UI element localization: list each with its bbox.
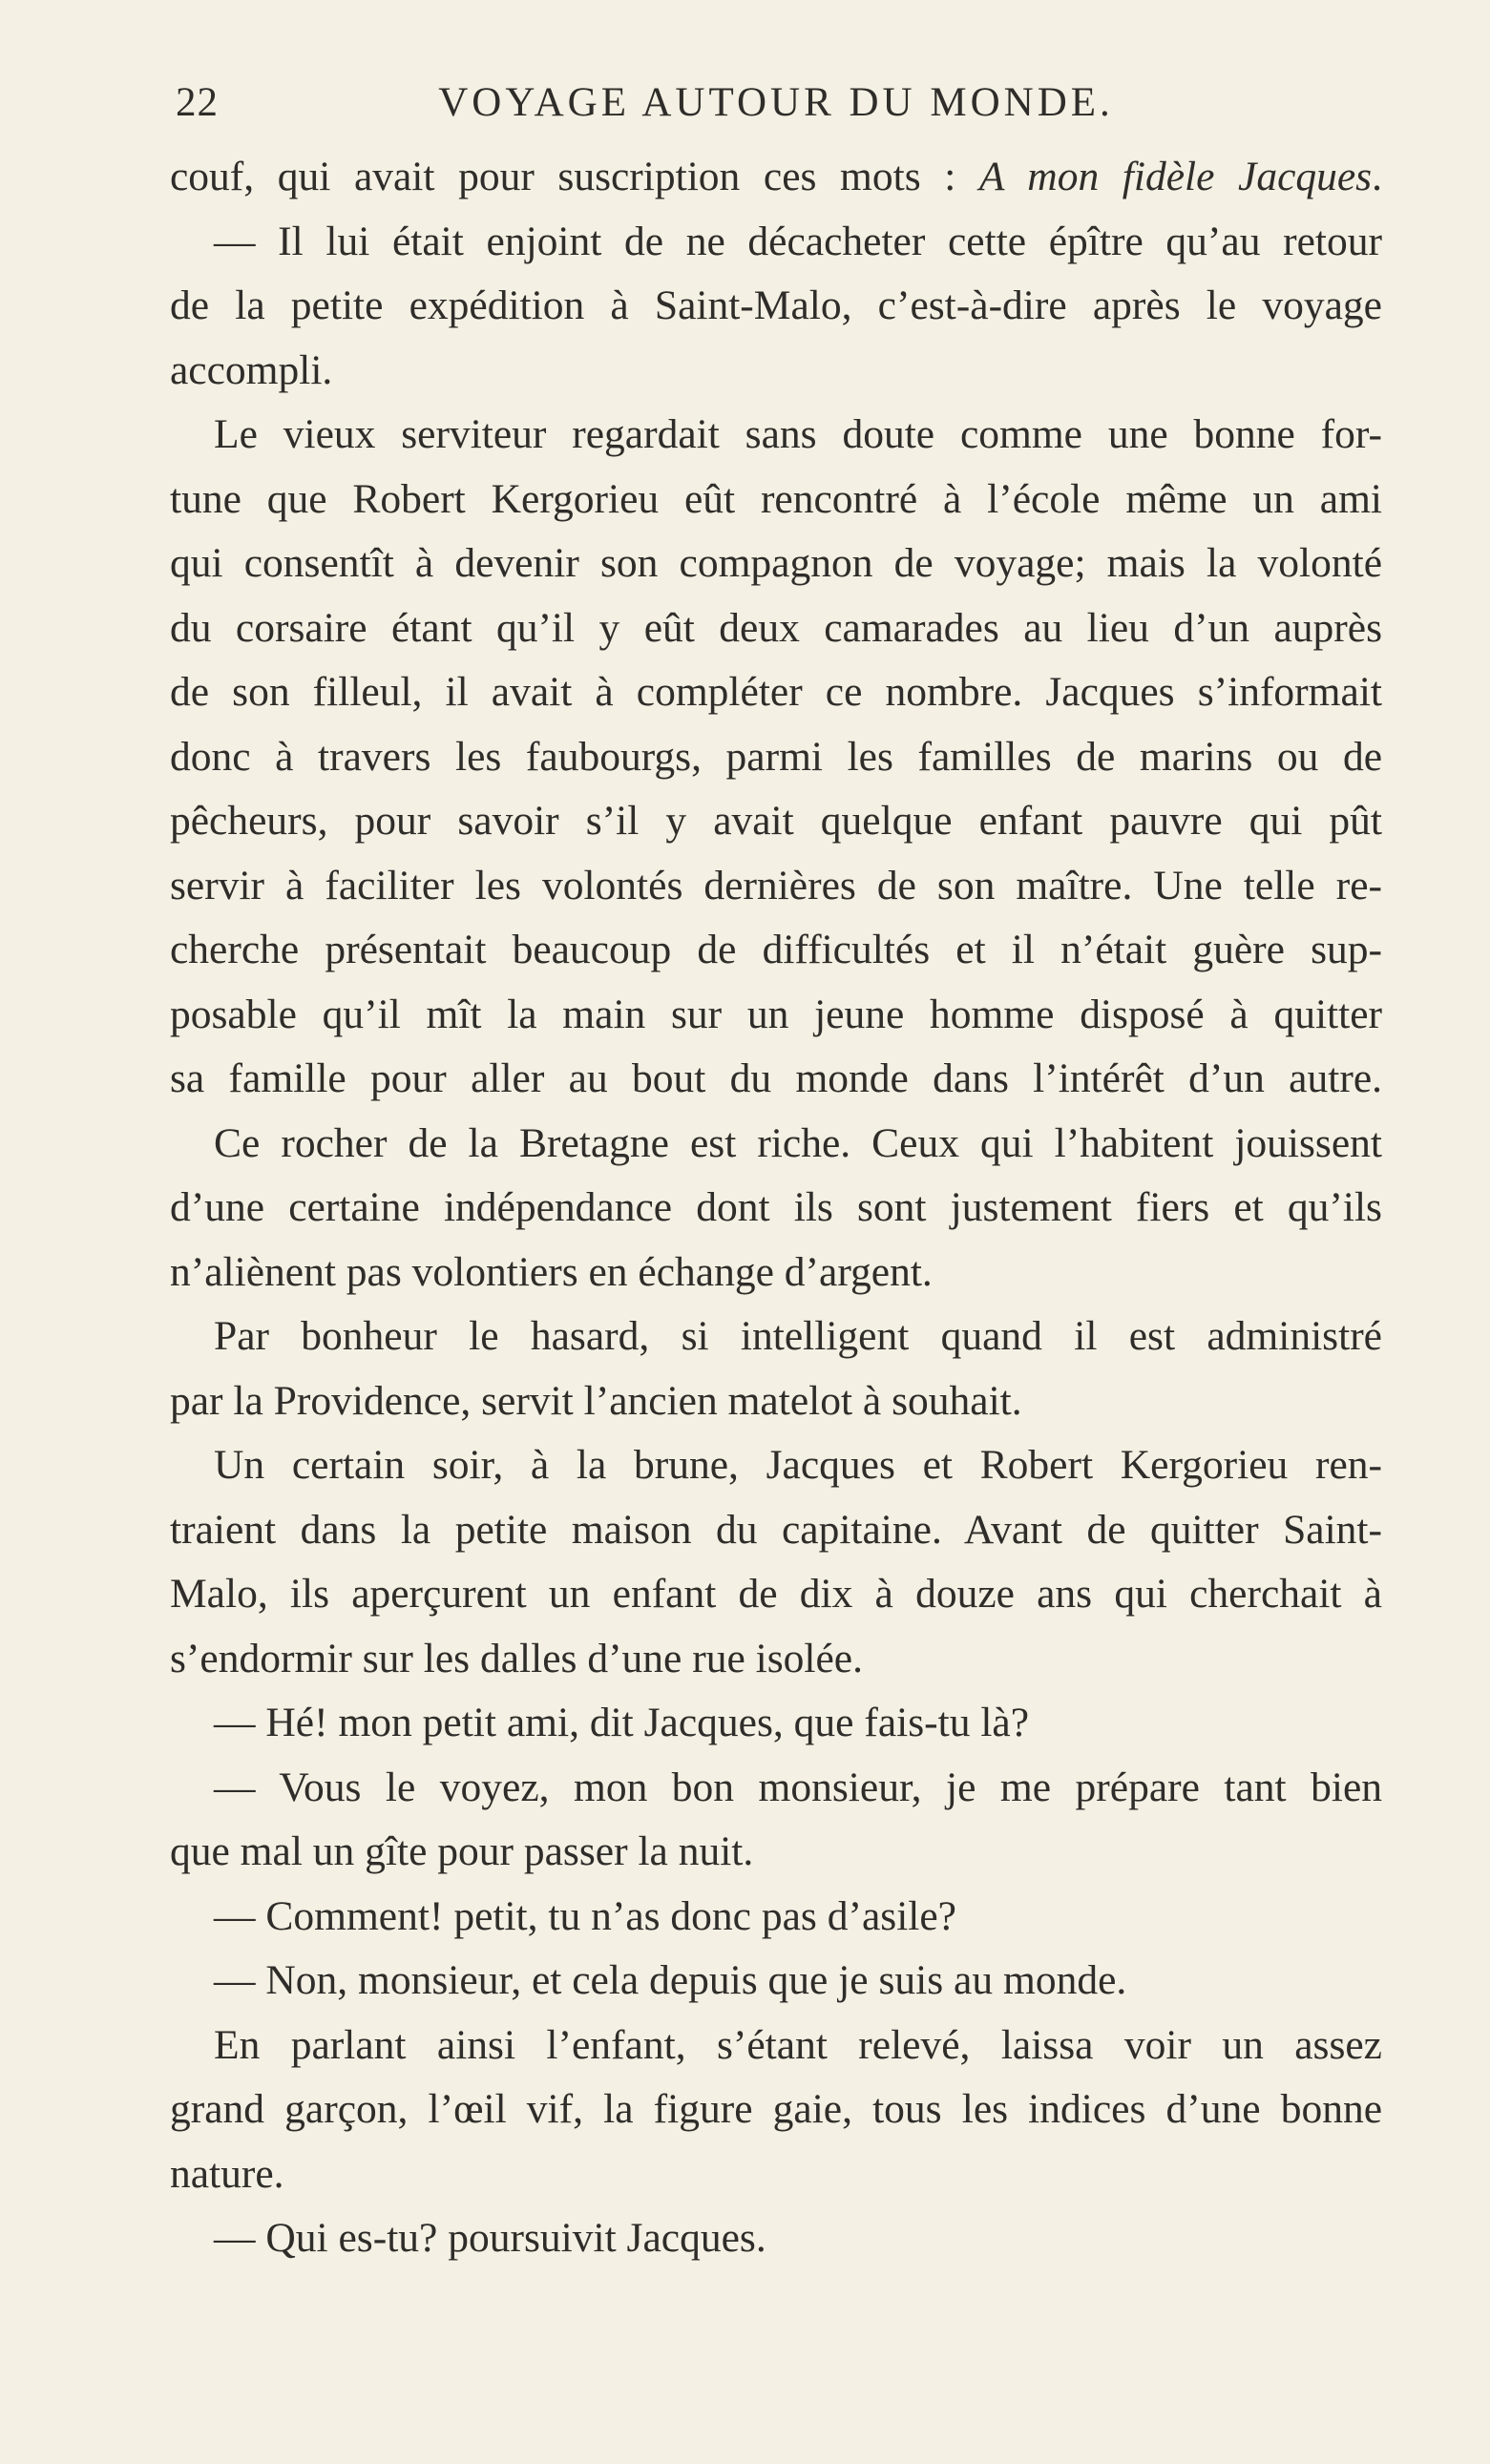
text-line: — Non, monsieur, et cela depuis que je suis au monde. <box>214 1957 1127 2003</box>
text-line: grand garçon, l’œil vif, la figure gaie, tous les indices d’une bonne <box>170 2086 1382 2132</box>
body-text <box>170 145 1382 2271</box>
text-line: par la Providence, servit l’ancien matelot à souhait. <box>170 1377 1022 1424</box>
text-line: — Il lui était enjoint de ne décacheter cette épître qu’au retour <box>214 218 1382 264</box>
text-line: traient dans la petite maison du capitaine. Avant de quitter Saint- <box>170 1506 1382 1553</box>
emphasized-text: A mon fidèle Jacques <box>978 154 1373 199</box>
text-line: Ce rocher de la Bretagne est riche. Ceux qui l’habitent jouissent <box>214 1119 1382 1166</box>
text-line: En parlant ainsi l’enfant, s’étant relevé, laissa voir un assez <box>214 2021 1382 2068</box>
text-line: servir à faciliter les volontés dernières de son maître. Une telle re- <box>170 862 1382 908</box>
text-line: d’une certaine indépendance dont ils sont justement fiers et qu’ils <box>170 1184 1382 1230</box>
text-line: — Hé! mon petit ami, dit Jacques, que fais-tu là? <box>214 1700 1030 1745</box>
text-line: Un certain soir, à la brune, Jacques et Robert Kergorieu ren- <box>214 1442 1382 1488</box>
text-line: de la petite expédition à Saint-Malo, c’est-à-dire après le voyage <box>170 282 1382 328</box>
text-line: Le vieux serviteur regardait sans doute comme une bonne for- <box>214 411 1382 457</box>
text-line: cherche présentait beaucoup de difficultés et il n’était guère sup- <box>170 927 1382 972</box>
text-line: qui consentît à devenir son compagnon de voyage; mais la volonté <box>170 540 1382 586</box>
text-line: pêcheurs, pour savoir s’il y avait quelque enfant pauvre qui pût <box>170 798 1382 844</box>
text-line: n’aliènent pas volontiers en échange d’argent. <box>170 1248 933 1295</box>
text-line: couf, qui avait pour suscription ces mots : A mon fidèle Jacques. <box>170 154 1382 199</box>
text-line: s’endormir sur les dalles d’une rue isolée. <box>170 1635 863 1681</box>
text-line: Par bonheur le hasard, si intelligent quand il est administré <box>214 1313 1382 1359</box>
text-line: nature. <box>170 2150 284 2197</box>
text-line: de son filleul, il avait à compléter ce nombre. Jacques s’informait <box>170 669 1382 715</box>
text-line: — Vous le voyez, mon bon monsieur, je me prépare tant bien <box>214 1764 1382 1810</box>
text-line: posable qu’il mît la main sur un jeune homme disposé à quitter <box>170 991 1382 1037</box>
text-line: tune que Robert Kergorieu eût rencontré à l’école même un ami <box>170 475 1382 522</box>
page-number: 22 <box>176 80 219 125</box>
running-title: VOYAGE AUTOUR DU MONDE. <box>438 80 1114 125</box>
text-line: donc à travers les faubourgs, parmi les familles de marins ou de <box>170 733 1382 780</box>
text-line: — Qui es-tu? poursuivit Jacques. <box>214 2215 766 2261</box>
text-line: Malo, ils aperçurent un enfant de dix à douze ans qui cherchait à <box>170 1571 1382 1617</box>
text-line: sa famille pour aller au bout du monde dans l’intérêt d’un autre. <box>170 1055 1382 1101</box>
text-line: — Comment! petit, tu n’as donc pas d’asile? <box>214 1892 956 1939</box>
running-head <box>170 74 1382 132</box>
text-line: du corsaire étant qu’il y eût deux camarades au lieu d’un auprès <box>170 604 1382 651</box>
text-line: accompli. <box>170 346 333 393</box>
text-line: que mal un gîte pour passer la nuit. <box>170 1828 754 1874</box>
